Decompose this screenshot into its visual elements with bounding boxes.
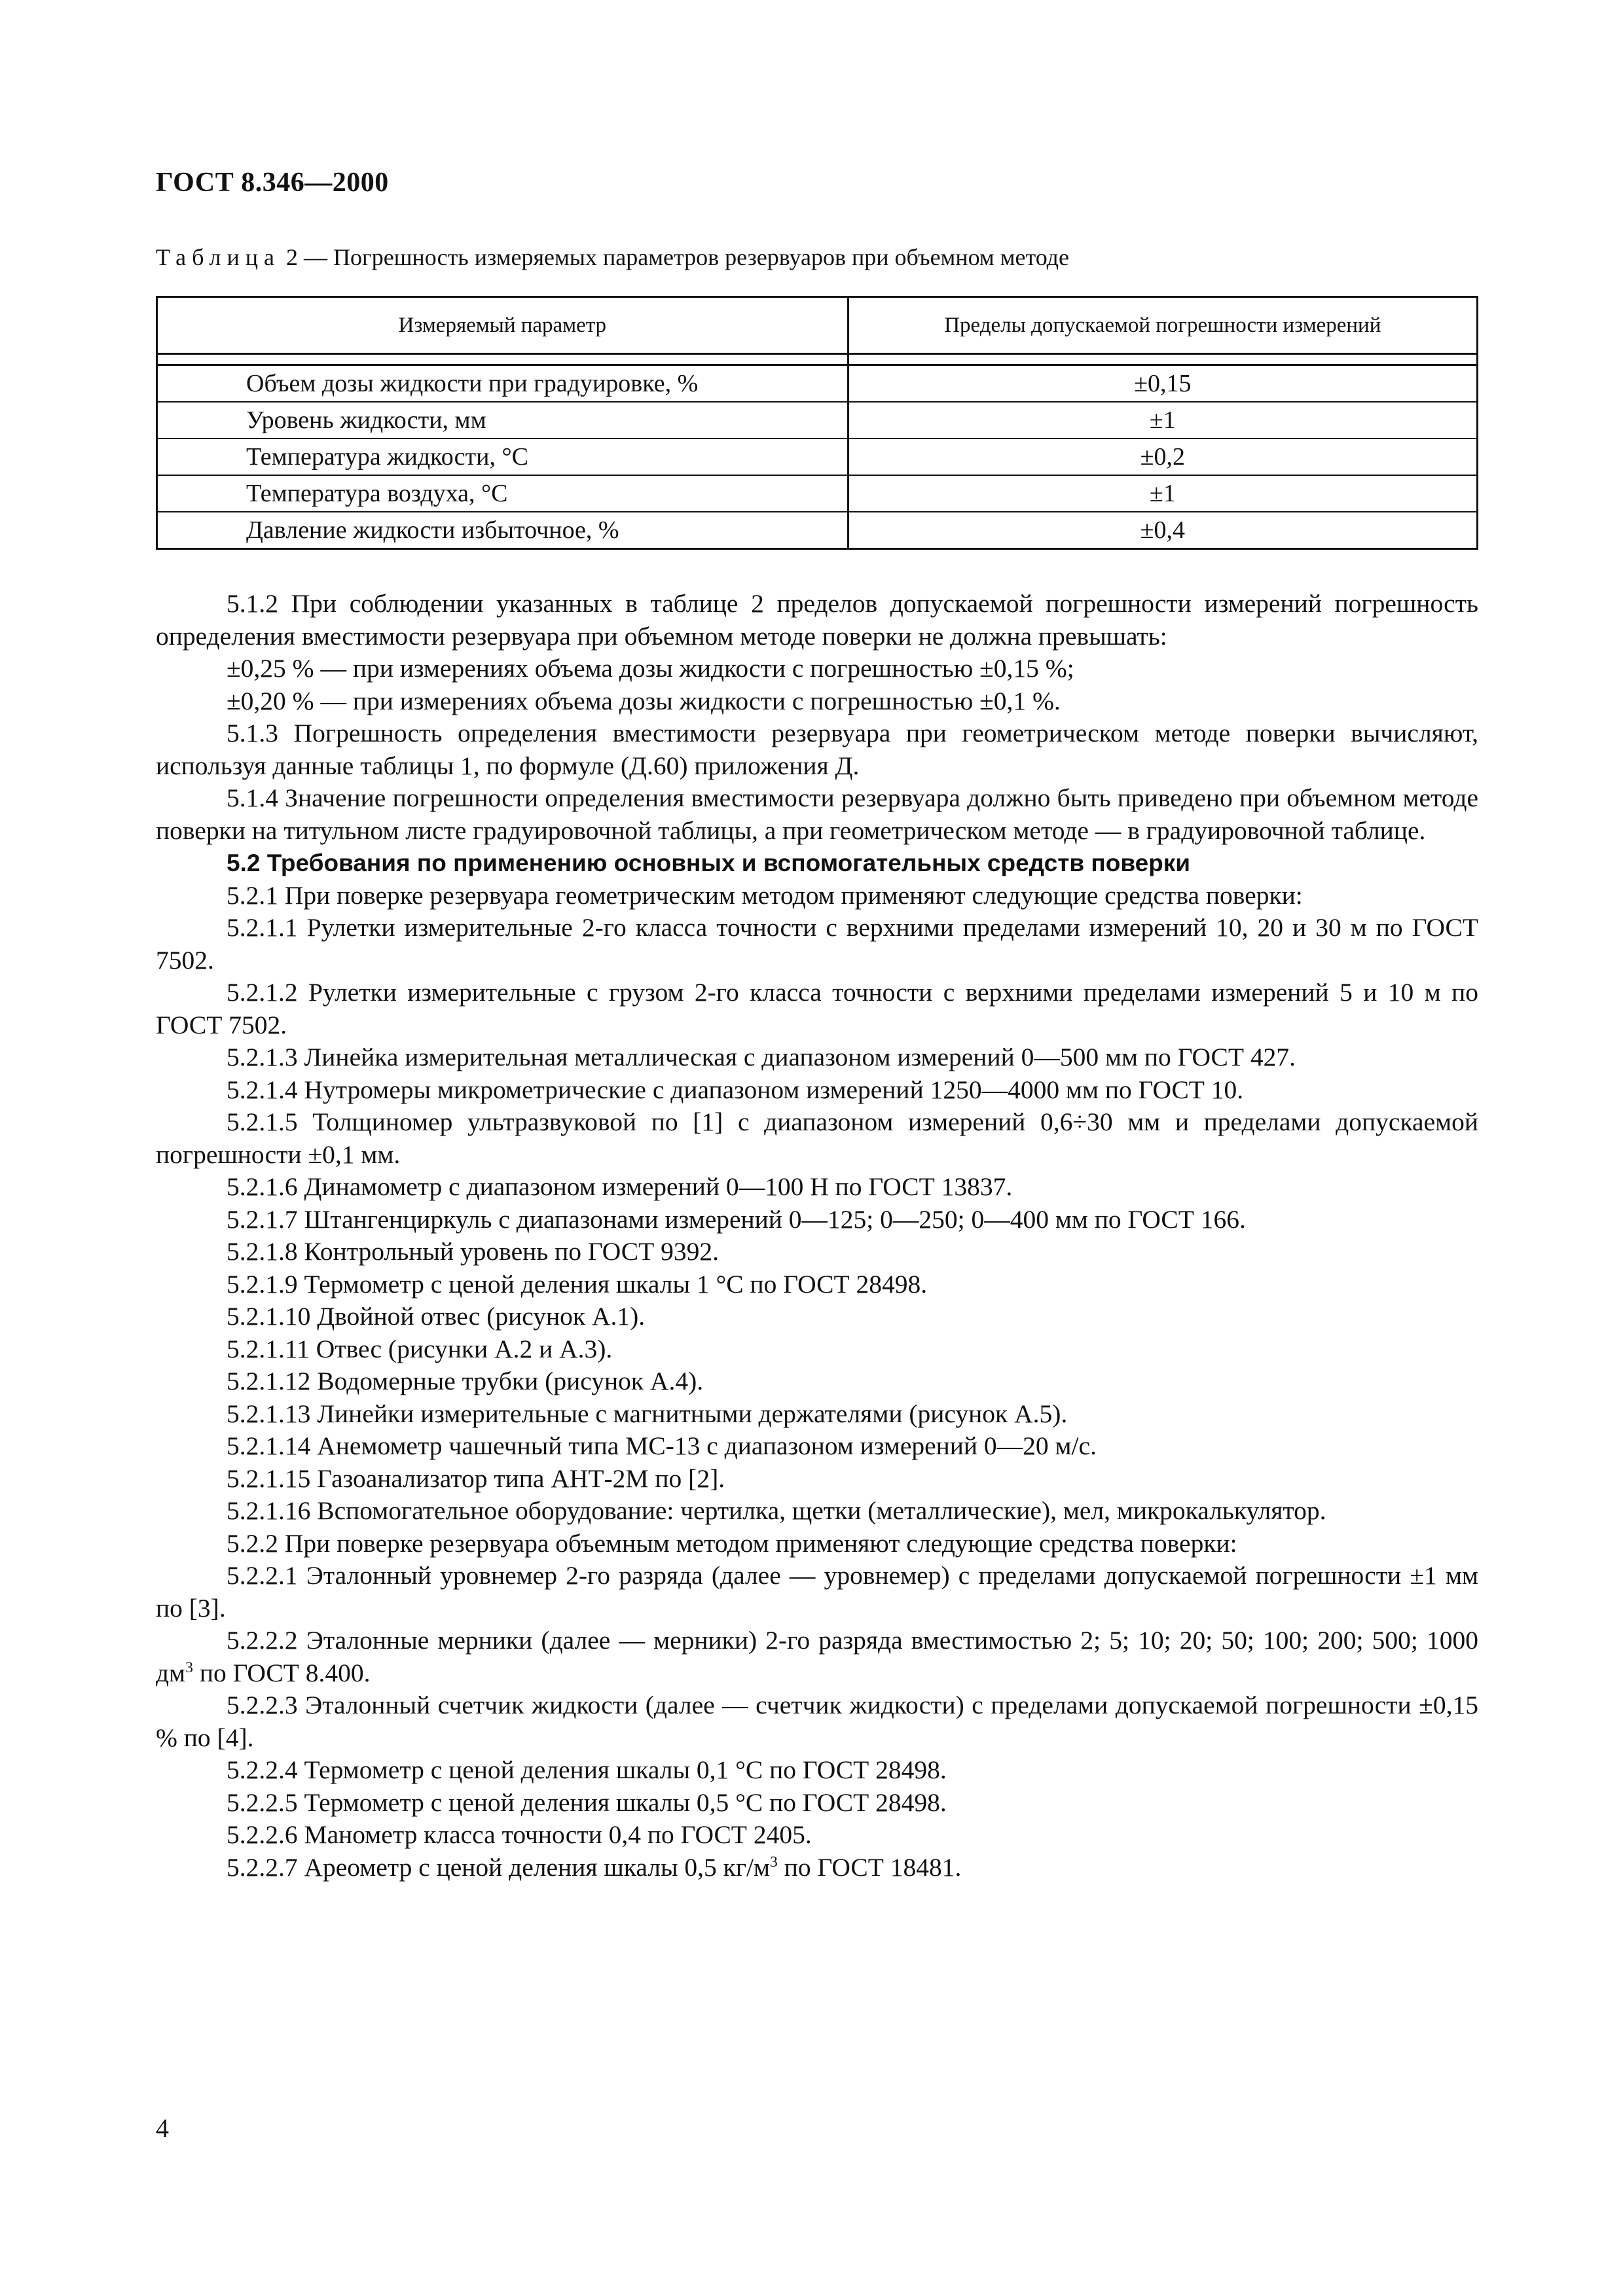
- column-header-limits: Пределы допускаемой погрешности измерений: [848, 297, 1477, 354]
- paragraph-5-2-1-4: 5.2.1.4 Нутромеры микрометрические с диапазоном измерений 1250—4000 мм по ГОСТ 10.: [227, 1075, 1244, 1104]
- table-cell-parameter: Температура жидкости, °С: [157, 439, 848, 475]
- paragraph-5-2-1-16: 5.2.1.16 Вспомогательное оборудование: чертилка, щетки (металлические), мел, микрокалькулятор.: [227, 1496, 1326, 1525]
- paragraph-5-2-1: 5.2.1 При поверке резервуара геометрическим методом применяют следующие средства поверки:: [227, 880, 1303, 910]
- paragraph-5-2-1-11: 5.2.1.11 Отвес (рисунки А.2 и А.3).: [227, 1334, 613, 1363]
- paragraph-5-2-2-4: 5.2.2.4 Термометр с ценой деления шкалы 0,1 °С по ГОСТ 28498.: [227, 1755, 947, 1784]
- parameters-table: [156, 296, 1478, 550]
- table-row: [157, 402, 1478, 439]
- paragraph-5-2-1-12: 5.2.1.12 Водомерные трубки (рисунок А.4).: [227, 1367, 704, 1395]
- table-row: [157, 475, 1478, 512]
- paragraph-5-2-2-2-text: 5.2.2.2 Эталонные мерники (далее — мерники) 2-го разряда вместимостью 2; 5; 10; 20; 50; 100; 200; 500; 1000 дм: [156, 1626, 1478, 1687]
- table-caption: [156, 243, 1069, 271]
- table-caption-number: 2: [285, 244, 298, 270]
- table-cell-parameter: Температура воздуха, °С: [157, 475, 848, 512]
- paragraph-5-2-1-7: 5.2.1.7 Штангенциркуль с диапазонами измерений 0—125; 0—250; 0—400 мм по ГОСТ 166.: [227, 1204, 1246, 1234]
- paragraph-5-1-2-item-a: ±0,25 % — при измерениях объема дозы жидкости с погрешностью ±0,15 %;: [227, 654, 1074, 683]
- paragraph-5-2-2-7-tail: по ГОСТ 18481.: [777, 1852, 962, 1882]
- column-header-parameter: Измеряемый параметр: [157, 297, 848, 354]
- page-number: 4: [156, 2113, 169, 2143]
- table-row: [157, 512, 1478, 549]
- body-text: [156, 588, 1478, 1884]
- table-cell-limit: ±0,2: [848, 439, 1477, 475]
- table-header-divider: [157, 354, 1478, 365]
- paragraph-5-2-1-6: 5.2.1.6 Динамометр с диапазоном измерений 0—100 Н по ГОСТ 13837.: [227, 1172, 1013, 1201]
- paragraph-5-2-1-15: 5.2.1.15 Газоанализатор типа АНТ-2М по [2].: [227, 1463, 725, 1493]
- paragraph-5-1-4: 5.1.4 Значение погрешности определения вместимости резервуара должно быть приведено при объемном методе поверки на титульном листе градуировочной таблицы, а при геометрическом методе — в градуировочной таблице.: [156, 783, 1478, 845]
- paragraph-5-2-2-2: [156, 1624, 1478, 1689]
- paragraph-5-2-1-5: 5.2.1.5 Толщиномер ультразвуковой по [1] с диапазоном измерений 0,6÷30 мм и пределами допускаемой погрешности ±0,1 мм.: [156, 1107, 1478, 1169]
- table-cell-limit: ±0,15: [848, 365, 1477, 403]
- paragraph-5-2-2-3: 5.2.2.3 Эталонный счетчик жидкости (далее — счетчик жидкости) с пределами допускаемой погрешности ±0,15 % по [4].: [156, 1691, 1478, 1752]
- paragraph-5-2-1-2: 5.2.1.2 Рулетки измерительные с грузом 2-го класса точности с верхними пределами измерений 5 и 10 м по ГОСТ 7502.: [156, 978, 1478, 1039]
- paragraph-5-2-2-7-text: 5.2.2.7 Ареометр с ценой деления шкалы 0,5 кг/м: [227, 1852, 771, 1882]
- table-cell-parameter: Давление жидкости избыточное, %: [157, 512, 848, 549]
- table-cell-limit: ±1: [848, 402, 1477, 439]
- superscript-cube: 3: [185, 1659, 193, 1676]
- paragraph-5-2-1-13: 5.2.1.13 Линейки измерительные с магнитными держателями (рисунок А.5).: [227, 1399, 1068, 1428]
- section-heading-5-2: 5.2 Требования по применению основных и вспомогательных средств поверки: [227, 850, 1191, 876]
- paragraph-5-2-2-2-tail: по ГОСТ 8.400.: [192, 1658, 371, 1687]
- paragraph-5-2-2-5: 5.2.2.5 Термометр с ценой деления шкалы 0,5 °С по ГОСТ 28498.: [227, 1787, 947, 1817]
- table-cell-parameter: Уровень жидкости, мм: [157, 402, 848, 439]
- paragraph-5-2-1-9: 5.2.1.9 Термометр с ценой деления шкалы 1 °С по ГОСТ 28498.: [227, 1269, 928, 1299]
- table-row: [157, 439, 1478, 475]
- table-row: [157, 365, 1478, 403]
- table-cell-parameter: Объем дозы жидкости при градуировке, %: [157, 365, 848, 403]
- paragraph-5-2-2-7: [156, 1852, 1478, 1884]
- paragraph-5-2-2-6: 5.2.2.6 Манометр класса точности 0,4 по ГОСТ 2405.: [227, 1820, 812, 1849]
- paragraph-5-1-3: 5.1.3 Погрешность определения вместимости резервуара при геометрическом методе поверки вычисляют, используя данные таблицы 1, по формуле (Д.60) приложения Д.: [156, 719, 1478, 780]
- table-caption-title: — Погрешность измеряемых параметров резервуаров при объемном методе: [303, 244, 1069, 270]
- paragraph-5-2-2-1: 5.2.2.1 Эталонный уровнемер 2-го разряда (далее — уровнемер) с пределами допускаемой погрешности ±1 мм по [3].: [156, 1561, 1478, 1623]
- paragraph-5-2-1-3: 5.2.1.3 Линейка измерительная металлическая с диапазоном измерений 0—500 мм по ГОСТ 427.: [227, 1043, 1296, 1071]
- paragraph-5-2-1-8: 5.2.1.8 Контрольный уровень по ГОСТ 9392.: [227, 1237, 719, 1266]
- superscript-cube: 3: [770, 1853, 778, 1871]
- paragraph-5-2-1-1: 5.2.1.1 Рулетки измерительные 2-го класса точности с верхними пределами измерений 10, 20 и 30 м по ГОСТ 7502.: [156, 913, 1478, 975]
- paragraph-5-1-2-item-b: ±0,20 % — при измерениях объема дозы жидкости с погрешностью ±0,1 %.: [227, 686, 1061, 715]
- table-caption-label: Таблица: [156, 244, 280, 270]
- paragraph-5-2-1-10: 5.2.1.10 Двойной отвес (рисунок А.1).: [227, 1302, 646, 1331]
- table-cell-limit: ±0,4: [848, 512, 1477, 549]
- paragraph-5-1-2: 5.1.2 При соблюдении указанных в таблице 2 пределов допускаемой погрешности измерений погрешность определения вместимости резервуара при объемном методе поверки не должна превышать:: [156, 589, 1478, 651]
- table-header-row: [157, 297, 1478, 354]
- table-cell-limit: ±1: [848, 475, 1477, 512]
- paragraph-5-2-1-14: 5.2.1.14 Анемометр чашечный типа МС-13 с диапазоном измерений 0—20 м/с.: [227, 1431, 1097, 1460]
- paragraph-5-2-2: 5.2.2 При поверке резервуара объемным методом применяют следующие средства поверки:: [227, 1528, 1237, 1558]
- document-header: ГОСТ 8.346—2000: [156, 168, 389, 198]
